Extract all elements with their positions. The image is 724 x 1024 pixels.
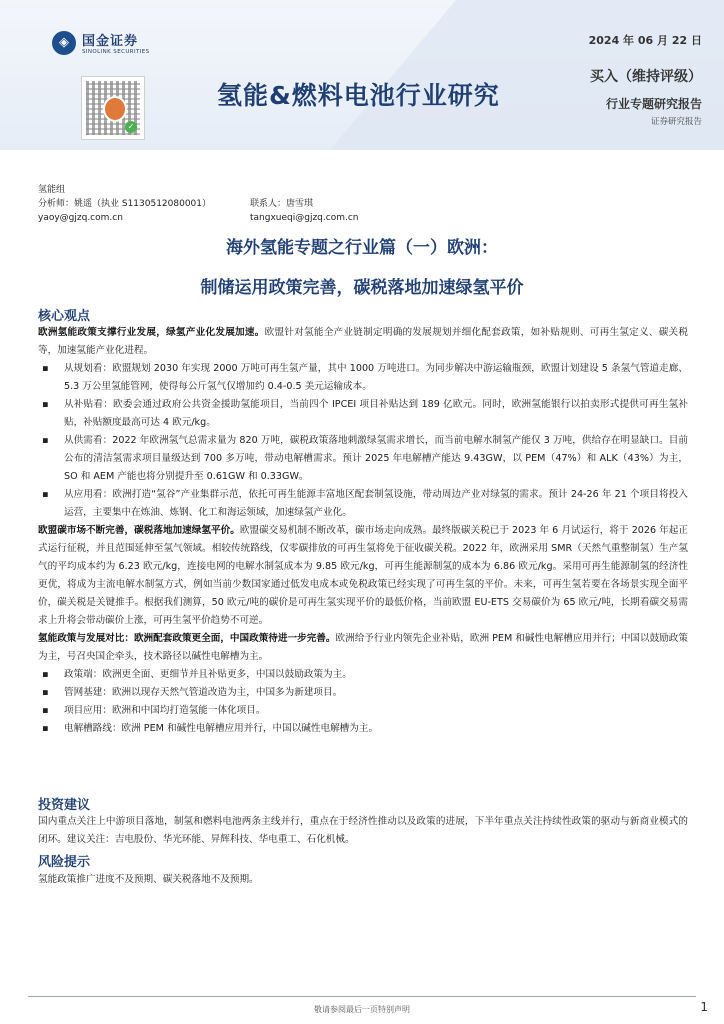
core-paragraph-1: 欧洲氢能政策支撑行业发展，绿氢产业化发展加速。欧盟针对氢能全产业链制定明确的发展规划并细化配套政策，如补贴规则、可再生氢定义、碳关税等，加速氢能产业化进程。 [38,327,689,356]
logo-name: 国金证券 [82,34,139,49]
analyst-email[interactable]: yaoy@gjzq.com.cn [38,213,123,223]
qr-avatar-icon [103,96,127,122]
qr-code[interactable] [81,76,145,140]
report-type: 行业专题研究报告 [605,97,702,111]
invest-body [38,813,688,849]
bullet-pipeline: ▪ 管网基建：欧洲以现存天然气管道改造为主，中国多为新建项目。 [42,687,343,698]
footer-note: 敬请参阅最后一页特别声明 [314,1005,410,1014]
core-body [38,324,688,738]
wechat-icon: ✓ [125,121,137,133]
bullet-supply-demand: ▪ 从供需看：2022 年欧洲氢气总需求量为 820 万吨，碳税政策落地刺激绿氢需求增长，而当前电解水制氢产能仅 3 万吨，供给存在明显缺口。目前公布的清洁氢需求项目量级达到 700 多万吨，带动电解槽需求。预计 2025 年电解槽产能达 9.43GW，以 PEM（47%）和 ALK（43%）为主，SO 和 AEM 产能也将分别提升至 0.61GW 和 0.33GW。 [42,435,688,482]
section-core-heading: 核心观点 [38,309,91,324]
bullet-policy: ▪ 政策端：欧洲更全面、更细节并且补贴更多，中国以鼓励政策为主。 [42,669,352,680]
logo-icon: ◈ [52,31,76,55]
rating: 买入（维持评级） [590,69,702,85]
analyst-info [38,183,359,225]
section-risk-heading: 风险提示 [38,855,91,870]
industry-title: 氢能&燃料电池行业研究 [217,81,500,110]
analyst-name: 分析师：姚遥（执业 S1130512080001） [38,199,212,209]
doc-title-line2: 制储运用政策完善，碳税落地加速绿氢平价 [200,278,524,298]
risk-body [38,871,688,889]
company-logo [52,30,150,55]
section-invest-heading: 投资建议 [38,798,91,813]
bullet-projects: ▪ 项目应用：欧洲和中国均打造氢能一体化项目。 [42,705,266,716]
core-paragraph-2: 欧盟碳市场不断完善，碳税落地加速绿氢平价。欧盟碳交易机制不断改革，碳市场走向成熟。最终版碳关税已于 2023 年 6 月试运行，将于 2026 年起正式运行征税，并且范围延伸至氢气领域。相较传统路线，仅零碳排放的可再生氢将免于征收碳关税。2022 年，欧洲采用 SMR（天然气重整制氢）生产氢气的平均成本约为 6.23 欧元/kg，连接电网的电解水制氢成本为 9.85 欧元/kg，可再生能源制氢的成本为 6.86 欧元/kg。采用可再生能源制氢的经济性更优，将成为主流电解水制氢方式，例如当前少数国家通过低发电成本或免税政策已经实现了可再生氢的平价。未来，可再生氢若要在各场景实现全面平价，碳关税是关键推手。根据我们测算，50 欧元/吨的碳价是可再生氢实现平价的最低价格，当前欧盟 EU-ETS 交易碳价为 65 欧元/吨，长期看碳交易需求上升将会带动碳价上涨，可再生氢平价趋势不可逆。 [38,525,689,626]
report-category: 证券研究报告 [650,117,702,127]
contact-email[interactable]: tangxueqi@gjzq.com.cn [250,213,359,223]
bullet-electrolyzer: ▪ 电解槽路线：欧洲 PEM 和碱性电解槽应用并行，中国以碱性电解槽为主。 [42,723,379,734]
bullet-planning: ▪ 从规划看：欧盟规划 2030 年实现 2000 万吨可再生氢产量，其中 1000 万吨进口。为同步解决中游运输瓶颈，欧盟计划建设 5 条氢气管道走廊、5.3 万公里氢能管网，使得每公斤氢气仅增加约 0.4-0.5 美元运输成本。 [42,363,688,392]
doc-title-line1: 海外氢能专题之行业篇（一）欧洲： [226,238,498,258]
core-paragraph-3: 氢能政策与发展对比：欧洲配套政策更全面，中国政策待进一步完善。欧洲给予行业内领先企业补贴，欧洲 PEM 和碱性电解槽应用并行；中国以鼓励政策为主，号召央国企牵头，技术路径以碱性电解槽为主。 [38,633,689,662]
bullet-subsidy: ▪ 从补贴看：欧委会通过政府公共资金援助氢能项目，当前四个 IPCEI 项目补贴达到 189 亿欧元。同时，欧洲氢能银行以拍卖形式提供可再生氢补贴，补贴额度最高可达 4 欧元/kg。 [42,399,688,428]
logo-subtitle: SINOLINK SECURITIES [82,49,150,55]
contact-name: 联系人：唐雪琪 [250,199,314,209]
risk-paragraph: 氢能政策推广进度不及预期、碳关税落地不及预期。 [38,874,259,885]
report-header [0,0,724,150]
report-date: 2024 年 06 月 22 日 [588,34,702,47]
invest-paragraph: 国内重点关注上中游项目落地，制氢和燃料电池两条主线并行，重点在于经济性推动以及政策的进展，下半年重点关注持续性政策的驱动与新商业模式的闭环。建议关注：吉电股份、华光环能、昇辉科技、华电重工、石化机械。 [38,816,688,845]
footer-divider [28,996,696,997]
team-label: 氢能组 [38,185,66,195]
bullet-application: ▪ 从应用看：欧洲打造“氢谷”产业集群示范，依托可再生能源丰富地区配套制氢设施，带动周边产业对绿氢的需求。预计 24-26 年 21 个项目将投入运营，主要集中在炼油、炼钢、化工和海运领域，加速绿氢产业化。 [42,489,688,518]
page-number: 1 [700,1000,708,1014]
